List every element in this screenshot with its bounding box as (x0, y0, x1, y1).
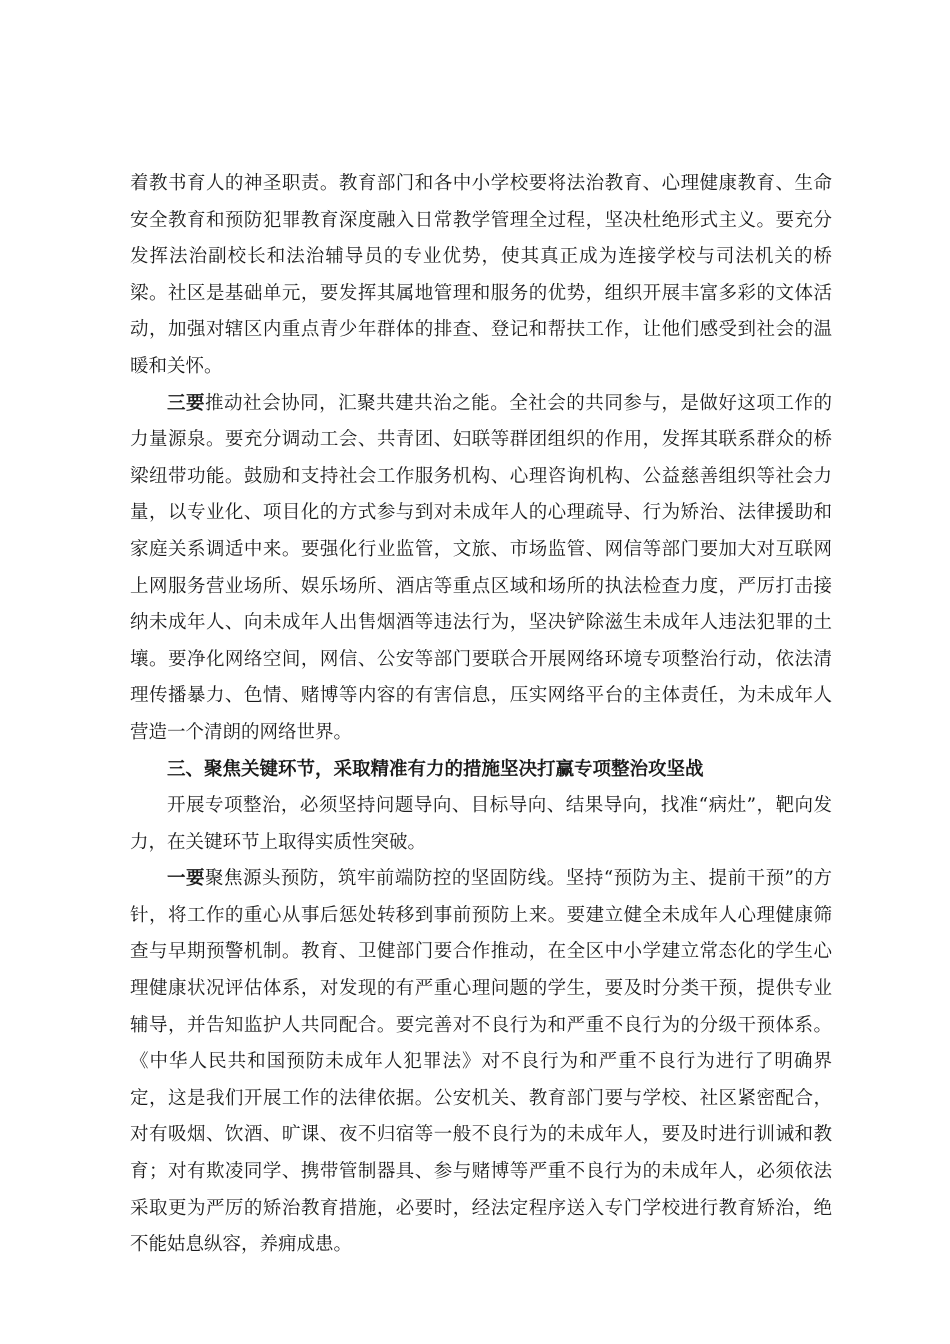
paragraph-text: 着教书育人的神圣职责。教育部门和各中小学校要将法治教育、心理健康教育、生命安全教育和预防犯罪教育深度融入日常教学管理全过程，坚决杜绝形式主义。要充分发挥法治副校长和法治辅导员的专业优势，使其真正成为连接学校与司法机关的桥梁。社区是基础单元，要发挥其属地管理和服务的优势，组织开展丰富多彩的文体活动，加强对辖区内重点青少年群体的排查、登记和帮扶工作，让他们感受到社会的温暖和关怀。 (130, 173, 832, 377)
paragraph-lead: 三要 (167, 392, 206, 414)
paragraph-text: 聚焦源头预防，筑牢前端防控的坚固防线。坚持“预防为主、提前干预”的方针，将工作的重心从事后惩处转移到事前预防上来。要建立健全未成年人心理健康筛查与早期预警机制。教育、卫健部门要合作推动，在全区中小学建立常态化的学生心理健康状况评估体系，对发现的有严重心理问题的学生，要及时分类干预，提供专业辅导，并告知监护人共同配合。要完善对不良行为和严重不良行为的分级干预体系。《中华人民共和国预防未成年人犯罪法》对不良行为和严重不良行为进行了明确界定，这是我们开展工作的法律依据。公安机关、教育部门要与学校、社区紧密配合，对有吸烟、饮酒、旷课、夜不归宿等一般不良行为的未成年人，要及时进行训诫和教育；对有欺凌同学、携带管制器具、参与赌博等严重不良行为的未成年人，必须依法采取更为严厉的矫治教育措施，必要时，经法定程序送入专门学校进行教育矫治，绝不能姑息纵容，养痈成患。 (130, 868, 832, 1256)
section-heading: 三、聚焦关键环节，采取精准有力的措施坚决打赢专项整治攻坚战 (167, 758, 704, 780)
paragraph-continuation (130, 166, 832, 386)
paragraph-yi-yao (130, 861, 832, 1264)
paragraph-lead: 一要 (167, 868, 205, 890)
document-page (130, 166, 832, 1264)
paragraph-text: 开展专项整治，必须坚持问题导向、目标导向、结果导向，找准“病灶”，靶向发力，在关键环节上取得实质性突破。 (130, 795, 832, 853)
paragraph-san-yao (130, 386, 832, 752)
paragraph-text: 推动社会协同，汇聚共建共治之能。全社会的共同参与，是做好这项工作的力量源泉。要充分调动工会、共青团、妇联等群团组织的作用，发挥其联系群众的桥梁纽带功能。鼓励和支持社会工作服务机构、心理咨询机构、公益慈善组织等社会力量，以专业化、项目化的方式参与到对未成年人的心理疏导、行为矫治、法律援助和家庭关系调适中来。要强化行业监管，文旅、市场监管、网信等部门要加大对互联网上网服务营业场所、娱乐场所、酒店等重点区域和场所的执法检查力度，严厉打击接纳未成年人、向未成年人出售烟酒等违法行为，坚决铲除滋生未成年人违法犯罪的土壤。要净化网络空间，网信、公安等部门要联合开展网络环境专项整治行动，依法清理传播暴力、色情、赌博等内容的有害信息，压实网络平台的主体责任，为未成年人营造一个清朗的网络世界。 (130, 392, 832, 743)
paragraph-intro (130, 788, 832, 861)
